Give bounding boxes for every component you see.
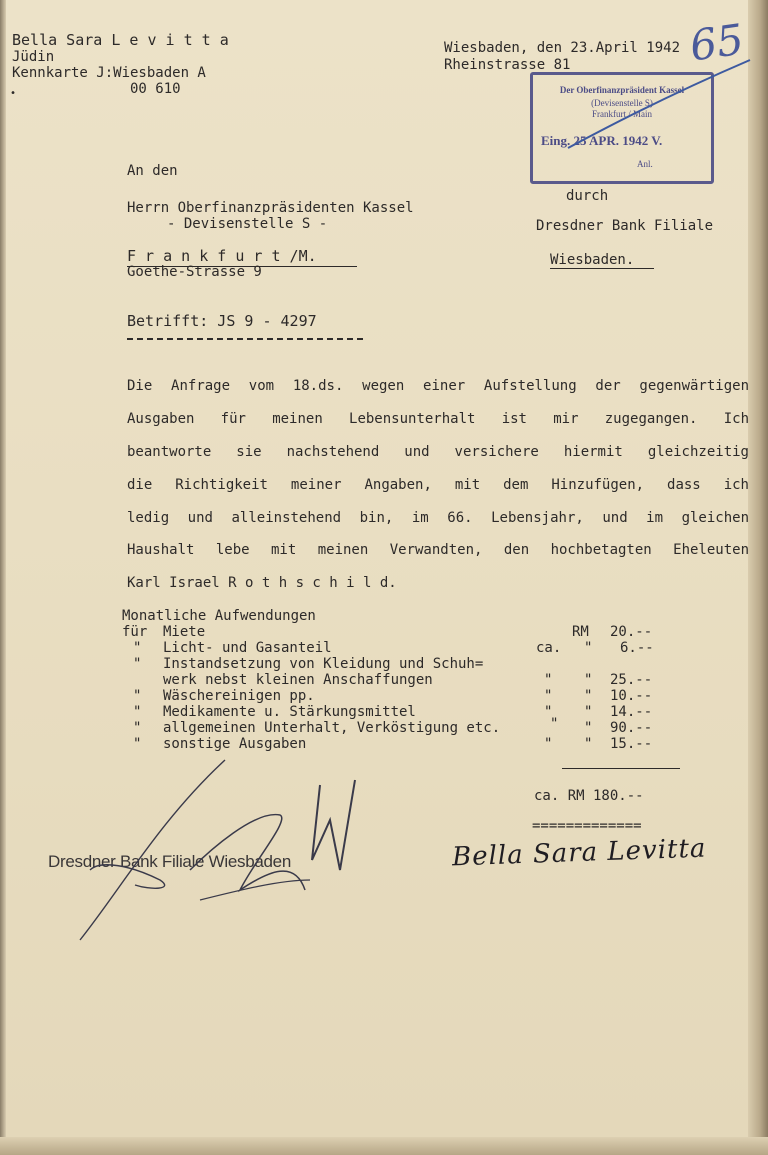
expense-amount: 10.-- [610,688,653,704]
expense-approx: ca. [536,640,562,656]
via-bank: Dresdner Bank Filiale [536,218,714,234]
expense-currency: " [584,688,593,704]
recipient-to: An den [127,163,178,179]
body-line-1: Die Anfrage vom 18.ds. wegen einer Aufstellung der gegenwärtigen [127,378,749,394]
expense-currency: RM [572,624,589,640]
sender-address: Rheinstrasse 81 [444,57,571,73]
expense-prefix: " [133,656,142,672]
via-city: Wiesbaden. [550,252,635,268]
expenses-heading: Monatliche Aufwendungen [122,608,316,624]
sender-id-label: Kennkarte J:Wiesbaden A [12,65,206,81]
expense-prefix: " [133,640,142,656]
total-rule [562,768,680,769]
expense-label: Miete [163,624,206,640]
recipient-name: Herrn Oberfinanzpräsidenten Kassel [127,200,414,216]
stamp-department: (Devisenstelle S) [591,98,653,108]
expense-amount: 20.-- [610,624,653,640]
pencil-stroke [560,20,760,170]
expense-currency: " [584,720,593,736]
recipient-department: - Devisenstelle S - [167,216,328,232]
expense-currency: " [584,736,593,752]
handwritten-folio-number: 65 [686,14,747,71]
sender-name: Bella Sara L e v i t t a [12,31,229,49]
expense-approx: " [550,716,559,732]
stamp-attachments: Anl. [637,159,653,169]
subject-underline [127,338,363,340]
expense-prefix: " [133,736,142,752]
expense-approx: " [544,672,553,688]
expense-prefix: " [133,688,142,704]
expense-label: sonstige Ausgaben [163,736,307,752]
expense-row [122,624,147,640]
body-line-2: Ausgaben für meinen Lebensunterhalt ist mir zugegangen. Ich [127,411,749,427]
expense-currency: " [584,672,593,688]
expense-label: werk nebst kleinen Anschaffungen [163,672,433,688]
expense-label: Wäschereinigen pp. [163,688,315,704]
via-city-underline [550,268,654,269]
expense-currency: " [584,704,593,720]
margin-dot: • [10,88,17,99]
expense-label: Licht- und Gasanteil [163,640,332,656]
expense-currency: " [584,640,593,656]
expense-approx: " [544,736,553,752]
expense-prefix: " [133,704,142,720]
expense-amount: 6.-- [620,640,654,656]
stamp-received-date: Eing. 25 APR. 1942 V. [541,133,663,148]
expense-label: allgemeinen Unterhalt, Verköstigung etc. [163,720,501,736]
bank-stamp: Dresdner Bank Filiale Wiesbaden [48,852,291,871]
page-bottom-edge [0,1137,768,1155]
recipient-street: Goethe-Strasse 9 [127,264,262,280]
body-line-7: Karl Israel R o t h s c h i l d. [127,575,397,591]
expense-amount: 90.-- [610,720,653,736]
total-double-rule: ============= [532,818,642,834]
expense-label: Medikamente u. Stärkungsmittel [163,704,416,720]
expense-approx: " [544,704,553,720]
expense-prefix: für [122,624,148,640]
body-line-4: die Richtigkeit meiner Angaben, mit dem Hinzufügen, dass ich [127,477,749,493]
expense-amount: 25.-- [610,672,653,688]
expense-prefix: " [133,720,142,736]
page-right-edge [748,0,768,1155]
expense-amount: 15.-- [610,736,653,752]
expense-approx: " [544,688,553,704]
subject-line: Betrifft: JS 9 - 4297 [127,312,317,330]
sender-id-number: 00 610 [130,81,181,97]
body-line-5: ledig und alleinstehend bin, im 66. Lebensjahr, und im gleichen [127,510,749,526]
expenses-total: ca. RM 180.-- [534,788,644,804]
body-line-6: Haushalt lebe mit meinen Verwandten, den hochbetagten Eheleuten [127,542,749,558]
body-line-3: beantworte sie nachstehend und versichere hiermit gleichzeitig [127,444,749,460]
bank-officials-signatures [40,740,370,960]
applicant-signature: Bella Sara Levitta [451,833,707,873]
place-date: Wiesbaden, den 23.April 1942 [444,40,681,56]
sender-title: Jüdin [12,49,55,65]
stamp-city: Frankfurt / Main [592,109,652,119]
via-label: durch [566,188,609,204]
expense-label: Instandsetzung von Kleidung und Schuh= [163,656,484,672]
expense-amount: 14.-- [610,704,653,720]
page-left-edge [0,0,6,1155]
recipient-city: F r a n k f u r t /M. [127,247,317,265]
stamp-authority: Der Oberfinanzpräsident Kassel [559,85,685,95]
